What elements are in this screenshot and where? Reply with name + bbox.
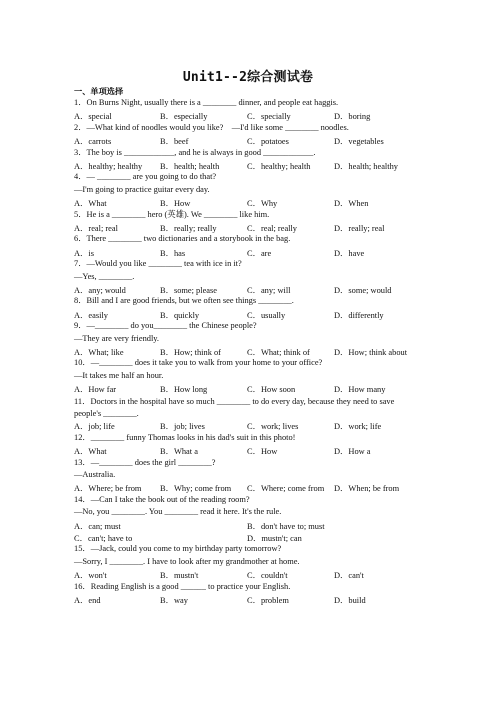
answer-option[interactable]: C．healthy; health	[247, 162, 311, 171]
question-dialogue-line: —They are very friendly.	[74, 333, 160, 343]
answer-option[interactable]: A．What	[74, 447, 107, 457]
answer-option[interactable]: D．mustn't; can	[247, 534, 302, 543]
answer-option[interactable]: B．How; think of	[160, 348, 221, 357]
question-dialogue-line: —Sorry, I ________. I have to look after my grandmother at home.	[74, 556, 300, 566]
answer-option[interactable]: D．How many	[334, 385, 386, 395]
answer-option[interactable]: C．Where; come from	[247, 484, 325, 494]
answer-option[interactable]: A．job; life	[74, 422, 115, 432]
answer-option[interactable]: D．really; real	[334, 224, 385, 233]
answer-option[interactable]: D．How; think about	[334, 348, 408, 357]
answer-option[interactable]: A．What; like	[74, 348, 124, 357]
answer-option[interactable]: C．How	[247, 447, 278, 457]
question-dialogue-line: —Australia.	[74, 470, 116, 479]
answer-option[interactable]: B．don't have to; must	[247, 521, 325, 531]
answer-option[interactable]: A．carrots	[74, 137, 112, 147]
answer-option[interactable]: B．especially	[160, 112, 208, 122]
answer-option[interactable]: C．usually	[247, 310, 286, 320]
answer-option[interactable]: B．some; please	[160, 286, 217, 295]
answer-option[interactable]: A．easily	[74, 310, 108, 320]
answer-option[interactable]: A．real; real	[74, 224, 118, 233]
answer-option[interactable]: C．work; lives	[247, 422, 299, 432]
question-stem: 6．There ________ two dictionaries and a storybook in the bag.	[74, 234, 291, 244]
answer-option[interactable]: C．Why	[247, 199, 278, 209]
question-dialogue-line: —No, you ________. You ________ read it here. It's the rule.	[74, 507, 282, 517]
question-stem: 16．Reading English is a good ______ to practice your English.	[74, 581, 291, 591]
answer-option[interactable]: B．job; lives	[160, 422, 205, 432]
question-stem: 10．—________ does it take you to walk from your home to your office?	[74, 358, 323, 368]
answer-option[interactable]: A．healthy; healthy	[74, 162, 143, 171]
answer-option[interactable]: D．have	[334, 248, 365, 258]
answer-option[interactable]: D．can't	[334, 571, 364, 581]
answer-option[interactable]: B．How long	[160, 385, 208, 395]
question-dialogue-line: —I'm going to practice guitar every day.	[74, 184, 210, 194]
question-stem: 13．—________ does the girl ________?	[74, 457, 216, 467]
answer-option[interactable]: B．beef	[160, 137, 189, 147]
answer-option[interactable]: B．quickly	[160, 310, 200, 320]
answer-option[interactable]: C．problem	[247, 596, 289, 605]
page-title: Unit1--2综合测试卷	[182, 70, 314, 85]
answer-option[interactable]: C．specially	[247, 112, 291, 122]
question-stem: 11．Doctors in the hospital have so much ________ to do every day, because they need to save people's ________.	[74, 396, 395, 418]
question-stem: 12．________ funny Thomas looks in his dad's suit in this photo!	[74, 432, 296, 442]
answer-option[interactable]: B．mustn't	[160, 571, 199, 581]
answer-option[interactable]: A．end	[74, 596, 101, 605]
question-stem: 9．—________ do you________ the Chinese people?	[74, 321, 257, 331]
answer-option[interactable]: A．Where; be from	[74, 484, 142, 494]
answer-option[interactable]: D．work; life	[334, 422, 382, 432]
answer-option[interactable]: C．any; will	[247, 286, 291, 295]
answer-option[interactable]: B．How	[160, 199, 191, 209]
question-dialogue-line: —It takes me half an hour.	[74, 370, 164, 380]
answer-option[interactable]: A．can; must	[74, 521, 121, 531]
question-stem: 4．— ________ are you going to do that?	[74, 172, 217, 182]
answer-option[interactable]: C．real; really	[247, 224, 297, 233]
answer-option[interactable]: A．What	[74, 199, 107, 209]
answer-option[interactable]: C．are	[247, 248, 272, 258]
question-stem: 14．—Can I take the book out of the reading room?	[74, 494, 250, 504]
answer-option[interactable]: D．health; healthy	[334, 162, 398, 171]
answer-option[interactable]: D．boring	[334, 112, 371, 122]
answer-option[interactable]: D．How a	[334, 447, 371, 457]
question-dialogue-line: —Yes, ________.	[74, 271, 135, 281]
answer-option[interactable]: A．How far	[74, 385, 117, 395]
answer-option[interactable]: B．really; really	[160, 224, 217, 233]
answer-option[interactable]: D．When	[334, 199, 369, 209]
answer-option[interactable]: D．differently	[334, 310, 384, 320]
answer-option[interactable]: A．is	[74, 248, 95, 258]
answer-option[interactable]: D．build	[334, 596, 366, 605]
answer-option[interactable]: D．vegetables	[334, 137, 384, 147]
answer-option[interactable]: A．won't	[74, 571, 107, 581]
answer-option[interactable]: B．way	[160, 596, 188, 605]
answer-option[interactable]: A．any; would	[74, 286, 126, 295]
question-stem: 3．The boy is ____________, and he is always in good ____________.	[74, 147, 316, 157]
answer-option[interactable]: C．potatoes	[247, 137, 289, 147]
answer-option[interactable]: B．What a	[160, 447, 198, 457]
question-stem: 7．—Would you like ________ tea with ice in it?	[74, 259, 242, 269]
answer-option[interactable]: D．some; would	[334, 286, 392, 295]
answer-option[interactable]: D．When; be from	[334, 484, 400, 494]
answer-option[interactable]: B．Why; come from	[160, 484, 232, 494]
question-stem: 2．—What kind of noodles would you like? —I'd like some ________ noodles.	[74, 122, 349, 132]
answer-option[interactable]: C．couldn't	[247, 571, 288, 581]
section-heading: 一、单项选择	[74, 86, 124, 96]
question-stem: 5．He is a ________ hero (英雄). We ________ like him.	[74, 209, 270, 219]
answer-option[interactable]: B．has	[160, 248, 186, 258]
answer-option[interactable]: B．health; health	[160, 162, 220, 171]
answer-option[interactable]: A．special	[74, 112, 112, 122]
question-stem: 1．On Burns Night, usually there is a ________ dinner, and people eat haggis.	[74, 98, 339, 107]
question-stem: 8．Bill and I are good friends, but we often see things ________.	[74, 296, 294, 306]
answer-option[interactable]: C．What; think of	[247, 348, 310, 357]
question-stem: 15．—Jack, could you come to my birthday party tomorrow?	[74, 544, 282, 554]
answer-option[interactable]: C．How soon	[247, 385, 296, 395]
answer-option[interactable]: C．can't; have to	[74, 534, 133, 543]
